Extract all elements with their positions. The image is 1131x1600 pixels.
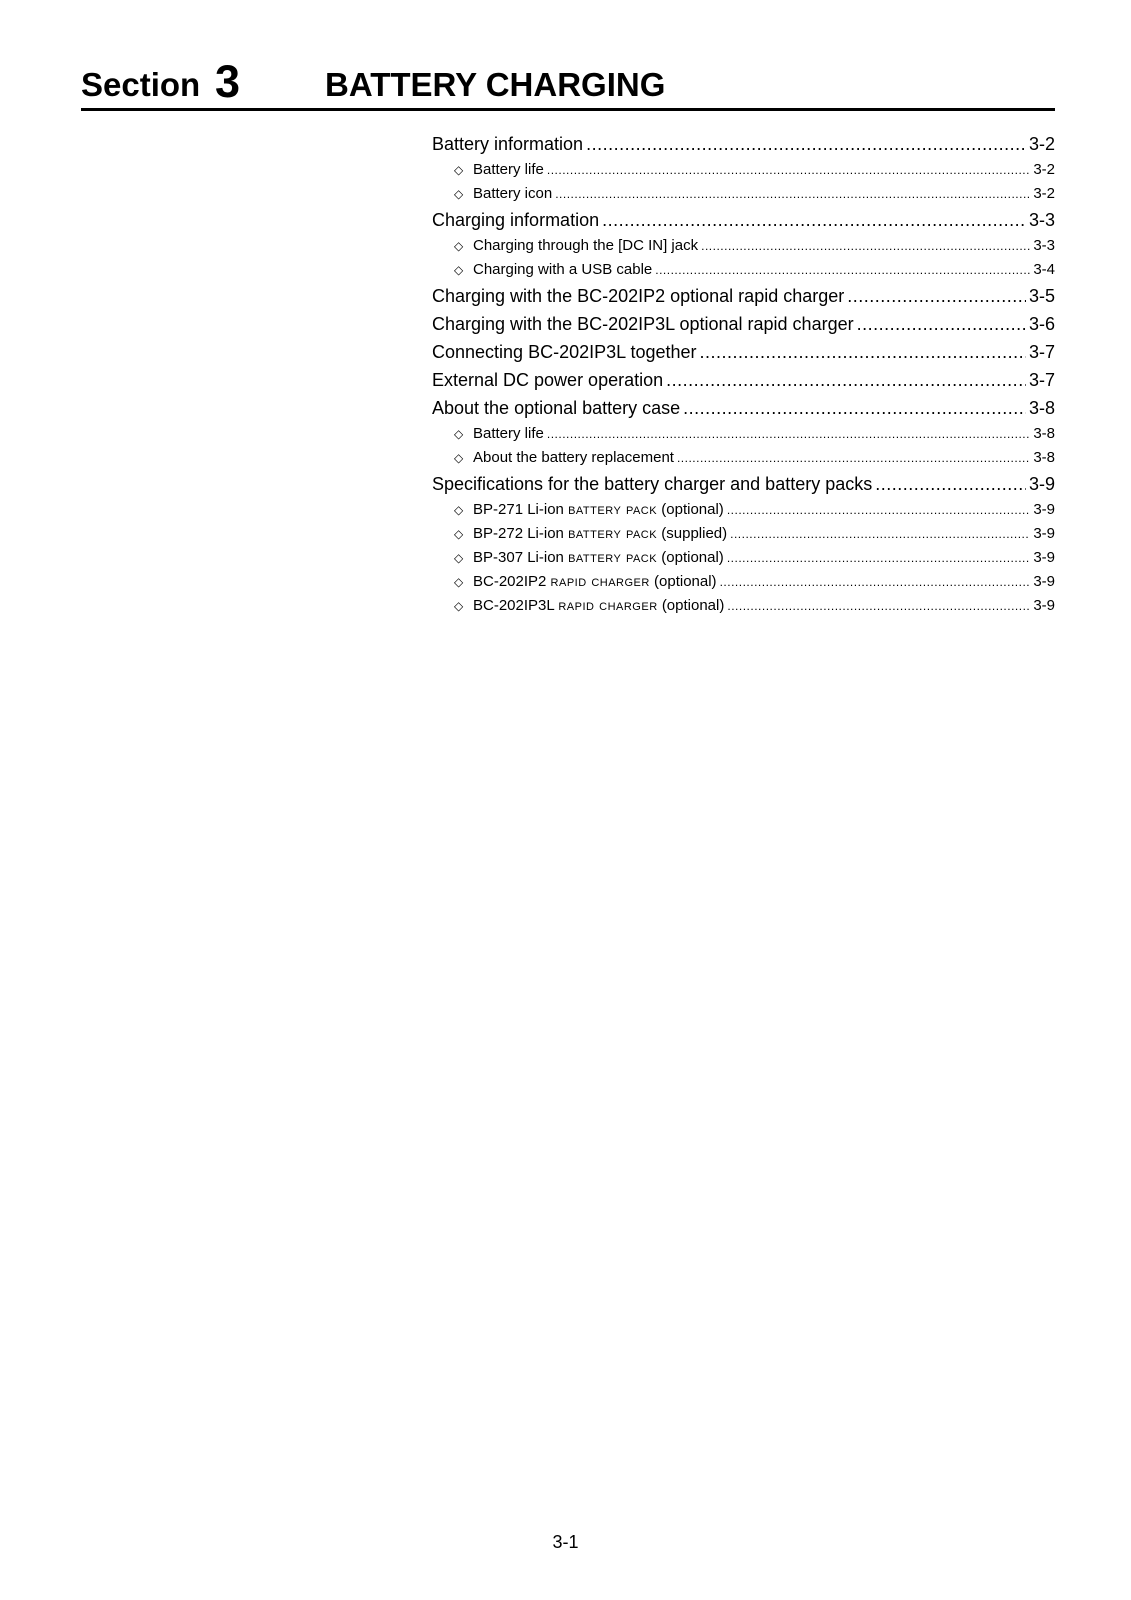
toc-entry-page: 3-9 [1033, 597, 1055, 614]
toc-entry-page: 3-9 [1033, 573, 1055, 590]
diamond-bullet-icon: ◇ [454, 427, 464, 441]
toc-entry-optional-battery-case[interactable] [432, 394, 1055, 422]
diamond-bullet-icon: ◇ [454, 263, 464, 277]
toc-leader-dots [677, 446, 1030, 470]
toc-entry-page: 3-7 [1028, 370, 1055, 390]
section-number: 3 [215, 56, 241, 107]
toc-entry-label: Charging through the [DC IN] jack [473, 237, 699, 254]
toc-entry-charging-information[interactable] [432, 206, 1055, 234]
toc-entry-bc-202ip3l-charger[interactable] [432, 310, 1055, 338]
toc-entry-label: BP-271 Li-ion battery pack (optional) [473, 501, 724, 518]
toc-leader-dots [655, 258, 1030, 282]
toc-entry-page: 3-8 [1033, 425, 1055, 442]
toc-entry-page: 3-3 [1028, 210, 1055, 230]
diamond-bullet-icon: ◇ [454, 163, 464, 177]
toc-entry-page: 3-8 [1033, 449, 1055, 466]
diamond-bullet-icon: ◇ [454, 187, 464, 201]
toc-entry-label: Battery icon [473, 185, 553, 202]
toc-subentry-usb-cable[interactable] [432, 258, 1055, 282]
toc-entry-page: 3-9 [1033, 501, 1055, 518]
toc-entry-page: 3-7 [1028, 342, 1055, 362]
page-number: 3-1 [552, 1532, 579, 1552]
toc-leader-dots [602, 206, 1026, 234]
toc-leader-dots [720, 570, 1031, 594]
toc-entry-label: Battery life [473, 425, 544, 442]
toc-entry-page: 3-9 [1028, 474, 1055, 494]
toc-entry-label: BC-202IP2 rapid charger (optional) [473, 573, 717, 590]
toc-leader-dots [666, 366, 1026, 394]
toc-subentry-battery-life-case[interactable] [432, 422, 1055, 446]
toc-leader-dots [547, 158, 1030, 182]
toc-entry-bc-202ip2-charger[interactable] [432, 282, 1055, 310]
toc-entry-label: BP-307 Li-ion battery pack (optional) [473, 549, 724, 566]
toc-leader-dots [700, 338, 1026, 366]
table-of-contents [432, 130, 1055, 618]
toc-subentry-bp-271[interactable] [432, 498, 1055, 522]
diamond-bullet-icon: ◇ [454, 551, 464, 565]
toc-leader-dots [727, 498, 1031, 522]
toc-entry-page: 3-6 [1028, 314, 1055, 334]
diamond-bullet-icon: ◇ [454, 575, 464, 589]
toc-entry-connecting-bc-202ip3l[interactable] [432, 338, 1055, 366]
section-title: BATTERY CHARGING [325, 66, 666, 103]
toc-entry-page: 3-3 [1033, 237, 1055, 254]
toc-leader-dots [586, 130, 1026, 158]
diamond-bullet-icon: ◇ [454, 239, 464, 253]
toc-leader-dots [701, 234, 1030, 258]
toc-leader-dots [847, 282, 1026, 310]
toc-entry-label: BC-202IP3L rapid charger (optional) [473, 597, 725, 614]
toc-subentry-battery-icon[interactable] [432, 182, 1055, 206]
toc-leader-dots [727, 546, 1031, 570]
toc-entry-page: 3-2 [1033, 161, 1055, 178]
toc-entry-label: Charging with a USB cable [473, 261, 653, 278]
toc-subentry-bp-272[interactable] [432, 522, 1055, 546]
toc-entry-label: Battery information [432, 134, 584, 154]
toc-subentry-bc-202ip2[interactable] [432, 570, 1055, 594]
toc-entry-battery-information[interactable] [432, 130, 1055, 158]
toc-subentry-bp-307[interactable] [432, 546, 1055, 570]
toc-subentry-bc-202ip3l[interactable] [432, 594, 1055, 618]
toc-entry-label: Connecting BC-202IP3L together [432, 342, 697, 362]
toc-entry-label: Charging information [432, 210, 600, 230]
toc-entry-label: BP-272 Li-ion battery pack (supplied) [473, 525, 728, 542]
toc-entry-label: Specifications for the battery charger and battery packs [432, 474, 873, 494]
section-header [81, 56, 1055, 111]
toc-subentry-dc-in-jack[interactable] [432, 234, 1055, 258]
toc-leader-dots [683, 394, 1026, 422]
toc-entry-label: Charging with the BC-202IP2 optional rapid charger [432, 286, 845, 306]
toc-leader-dots [857, 310, 1026, 338]
diamond-bullet-icon: ◇ [454, 503, 464, 517]
toc-entry-page: 3-2 [1028, 134, 1055, 154]
toc-entry-page: 3-5 [1028, 286, 1055, 306]
toc-subentry-battery-replacement[interactable] [432, 446, 1055, 470]
toc-leader-dots [547, 422, 1030, 446]
diamond-bullet-icon: ◇ [454, 451, 464, 465]
toc-entry-label: Battery life [473, 161, 544, 178]
diamond-bullet-icon: ◇ [454, 599, 464, 613]
toc-entry-page: 3-8 [1028, 398, 1055, 418]
toc-entry-page: 3-9 [1033, 525, 1055, 542]
toc-entry-label: About the battery replacement [473, 449, 674, 466]
toc-entry-label: About the optional battery case [432, 398, 681, 418]
diamond-bullet-icon: ◇ [454, 527, 464, 541]
toc-entry-specifications[interactable] [432, 470, 1055, 498]
toc-entry-label: Charging with the BC-202IP3L optional rapid charger [432, 314, 854, 334]
toc-entry-external-dc-power[interactable] [432, 366, 1055, 394]
toc-leader-dots [555, 182, 1030, 206]
toc-subentry-battery-life[interactable] [432, 158, 1055, 182]
toc-leader-dots [875, 470, 1026, 498]
toc-leader-dots [727, 594, 1030, 618]
toc-leader-dots [730, 522, 1030, 546]
section-label: Section [81, 66, 201, 103]
toc-entry-page: 3-2 [1033, 185, 1055, 202]
toc-entry-page: 3-9 [1033, 549, 1055, 566]
toc-entry-page: 3-4 [1033, 261, 1055, 278]
toc-entry-label: External DC power operation [432, 370, 664, 390]
